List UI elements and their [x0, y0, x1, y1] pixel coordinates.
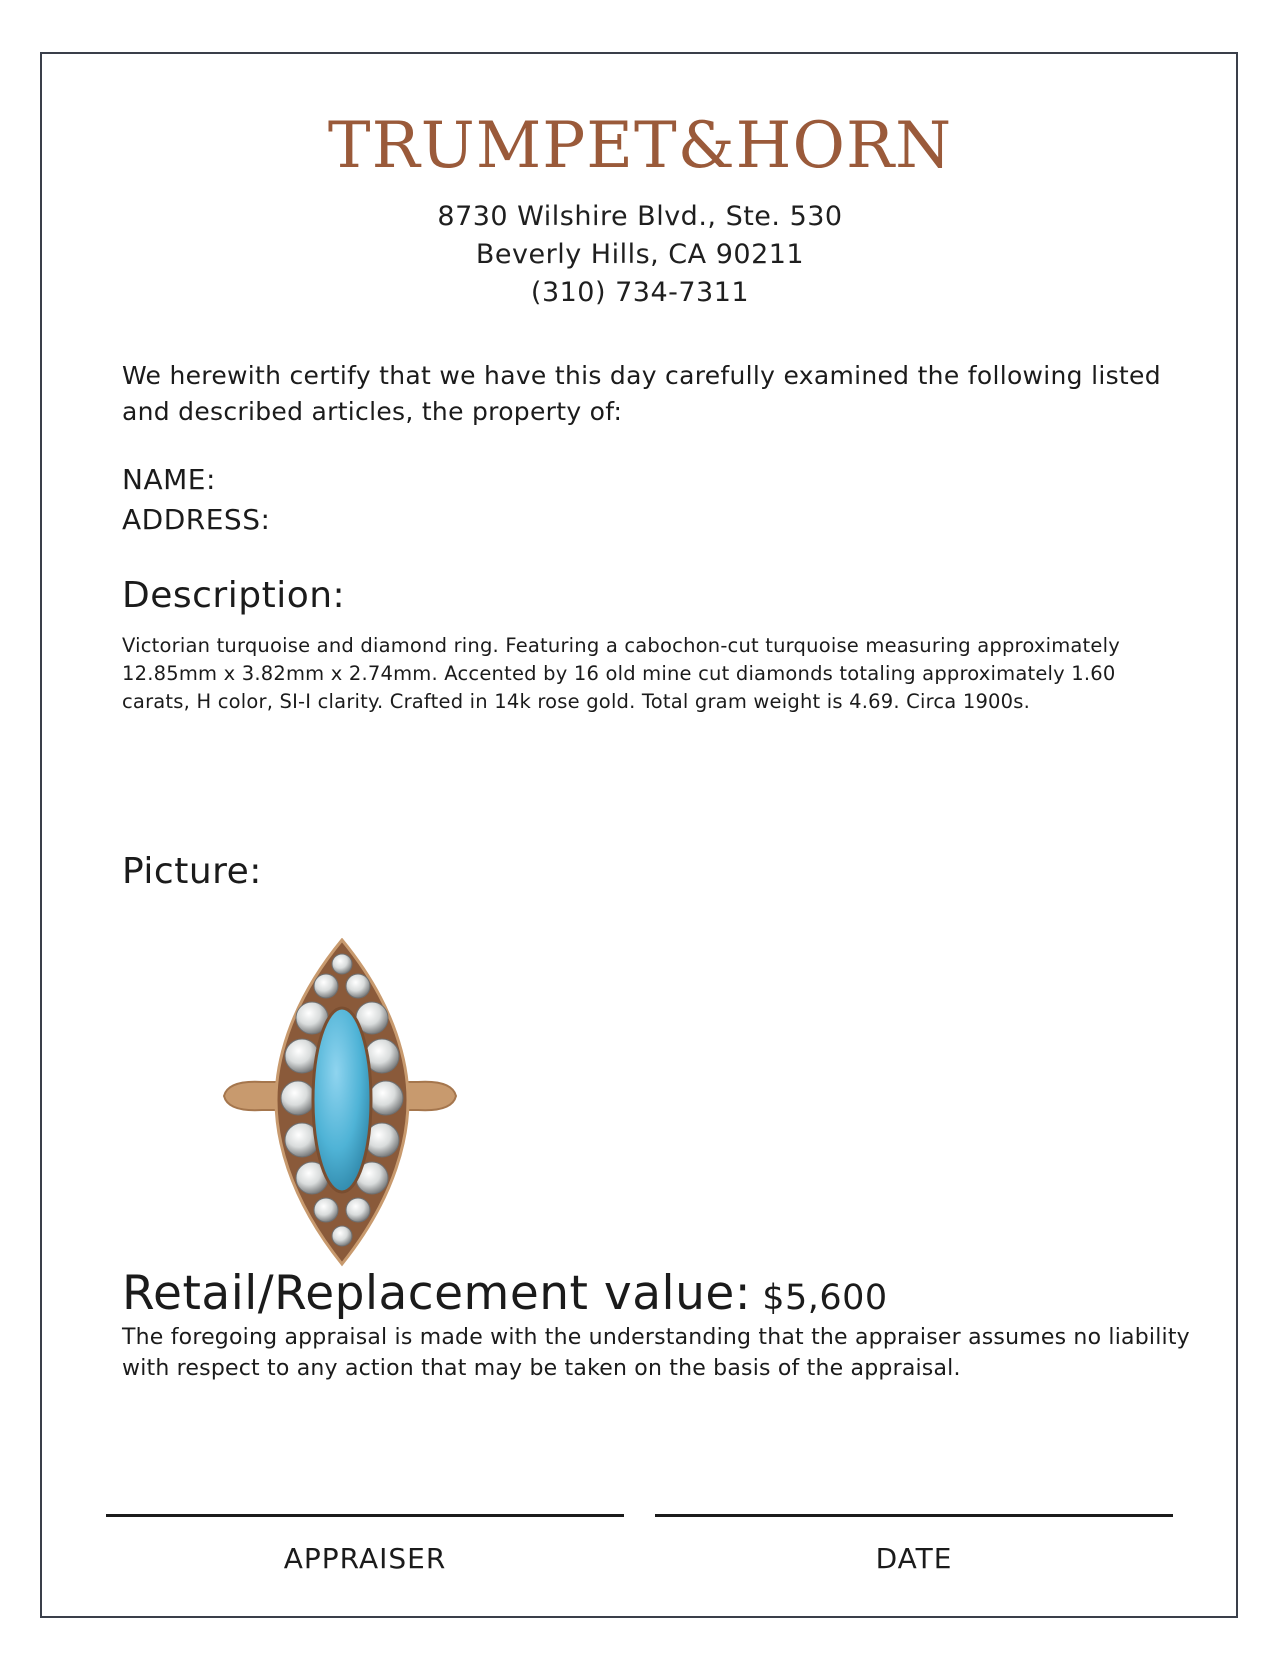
appraiser-label: APPRAISER	[283, 1542, 447, 1575]
owner-address-label: ADDRESS:	[122, 503, 271, 536]
owner-name-label: NAME:	[122, 463, 216, 496]
address-phone: (310) 734-7311	[530, 277, 750, 308]
value-label: Retail/Replacement value:	[122, 1266, 752, 1321]
picture-heading: Picture:	[122, 851, 262, 892]
ring-image	[222, 938, 458, 1268]
date-signature-line	[655, 1514, 1173, 1517]
address-city: Beverly Hills, CA 90211	[475, 239, 805, 270]
appraiser-signature-line	[106, 1514, 624, 1517]
description-heading: Description:	[122, 575, 346, 616]
brand-logo: TRUMPET&HORN	[327, 109, 953, 183]
disclaimer-text: The foregoing appraisal is made with the understanding that the appraiser assumes no liability with respect to any action that may be taken on the basis of the appraisal.	[122, 1325, 1190, 1381]
address-street: 8730 Wilshire Blvd., Ste. 530	[437, 201, 843, 232]
retail-value	[122, 1266, 888, 1321]
description-text: Victorian turquoise and diamond ring. Featuring a cabochon-cut turquoise measuring approximately 12.85mm x 3.82mm x 2.74mm. Accented by 16 old mine cut diamonds totaling approximately 1.60 carats, H color, SI-I clarity. Crafted in 14k rose gold. Total gram weight is 4.69. Circa 1900s.	[122, 634, 1120, 713]
certification-statement: We herewith certify that we have this day carefully examined the following listed and described articles, the property of:	[122, 361, 1161, 426]
date-label: DATE	[875, 1542, 953, 1575]
value-amount: $5,600	[762, 1278, 888, 1318]
